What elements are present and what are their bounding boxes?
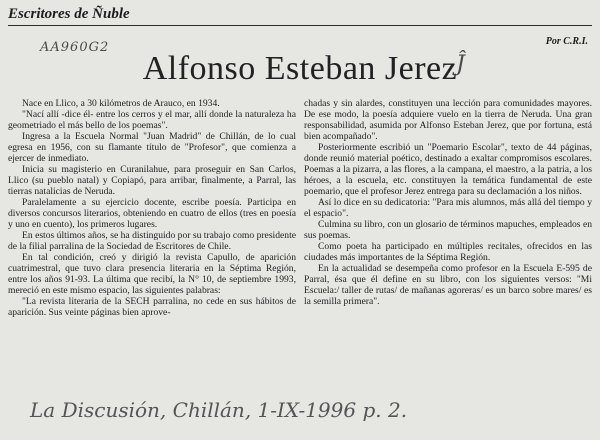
paragraph: Como poeta ha participado en múltiples recitales, ofrecidos en las ciudades más importantes de la Séptima Región. xyxy=(304,241,592,263)
paragraph: En estos últimos años, se ha distinguido por su trabajo como presidente de la filial parralina de la Sociedad de Escritores de Chile. xyxy=(8,230,296,252)
paragraph: "La revista literaria de la SECH parralina, no cede en sus hábitos de aparición. Sus veinte páginas bien aprove- xyxy=(8,296,296,318)
article-title: Alfonso Esteban Jerez xyxy=(142,50,458,87)
paragraph: En tal condición, creó y dirigió la revista Capullo, de aparición cuatrimestral, que tuvo clara presencia literaria en la Séptima Región, entre los años 91-93. La última que recibí, la N° 10, de septiembre 1993, mereció en este mismo espacio, las siguientes palabras: xyxy=(8,252,296,296)
paragraph: Paralelamente a su ejercicio docente, escribe poesía. Participa en diversos concursos literarios, obteniendo en cuatro de ellos (tres en poesía y uno en cuento), los primeros lugares. xyxy=(8,197,296,230)
handwritten-source-citation: La Discusión, Chillán, 1-IX-1996 p. 2. xyxy=(30,398,408,422)
byline: Por C.R.I. xyxy=(545,36,588,47)
paragraph: chadas y sin alardes, constituyen una lección para comunidades mayores. De ese modo, la poesía adquiere vuelo en la tierra de Neruda. Una gran responsabilidad, asumida por Alfonso Esteban Jerez, que por fortuna, está bien acompañado". xyxy=(304,98,592,142)
handwritten-mark: Ĵ xyxy=(456,52,465,77)
right-column xyxy=(304,98,592,392)
paragraph: Culmina su libro, con un glosario de términos mapuches, empleados en sus poemas. xyxy=(304,219,592,241)
paragraph: Nace en Llico, a 30 kilómetros de Arauco, en 1934. xyxy=(22,98,220,109)
paragraph: En la actualidad se desempeña como profesor en la Escuela E-595 de Parral, ésa que él define en su libro, con los siguientes versos: "Mi Escuela:/ taller de rutas/ de mañanas agoreras/ es un barco sobre mares/ es la semilla primera". xyxy=(304,263,592,307)
handwritten-reference-code: AA960G2 xyxy=(40,40,110,55)
section-heading: Escritores de Ñuble xyxy=(8,6,130,22)
paragraph: Posteriormente escribió un "Poemario Escolar", texto de 44 páginas, donde reunió material poético, destinado a exaltar compromisos escolares. Poemas a la pizarra, a las flores, a la campana, el maestro, a la patria, a los héroes, a la escuela, etc. constituyen la temática fundamental de este poemario, que el profesor Jerez entrega para su declamación a los niños. xyxy=(304,142,592,197)
paragraph: Ingresa a la Escuela Normal "Juan Madrid" de Chillán, de lo cual egresa en 1956, con su flamante título de "Profesor", que comienza a ejercer de inmediato. xyxy=(8,131,296,164)
article-body xyxy=(8,98,592,392)
heading-rule xyxy=(8,25,592,26)
left-column xyxy=(8,98,296,392)
paragraph: "Nací allí -dice él- entre los cerros y el mar, allí donde la naturaleza ha geometriado el más bello de los poemas". xyxy=(8,109,296,131)
paragraph: Así lo dice en su dedicatoria: "Para mis alumnos, más allá del tiempo y el espacio". xyxy=(304,197,592,219)
paragraph: Inicia su magisterio en Curanilahue, para proseguir en San Carlos, Llico (su pueblo natal) y Copiapó, para arribar, finalmente, a Parral, las tierras natalicias de Neruda. xyxy=(8,164,296,197)
